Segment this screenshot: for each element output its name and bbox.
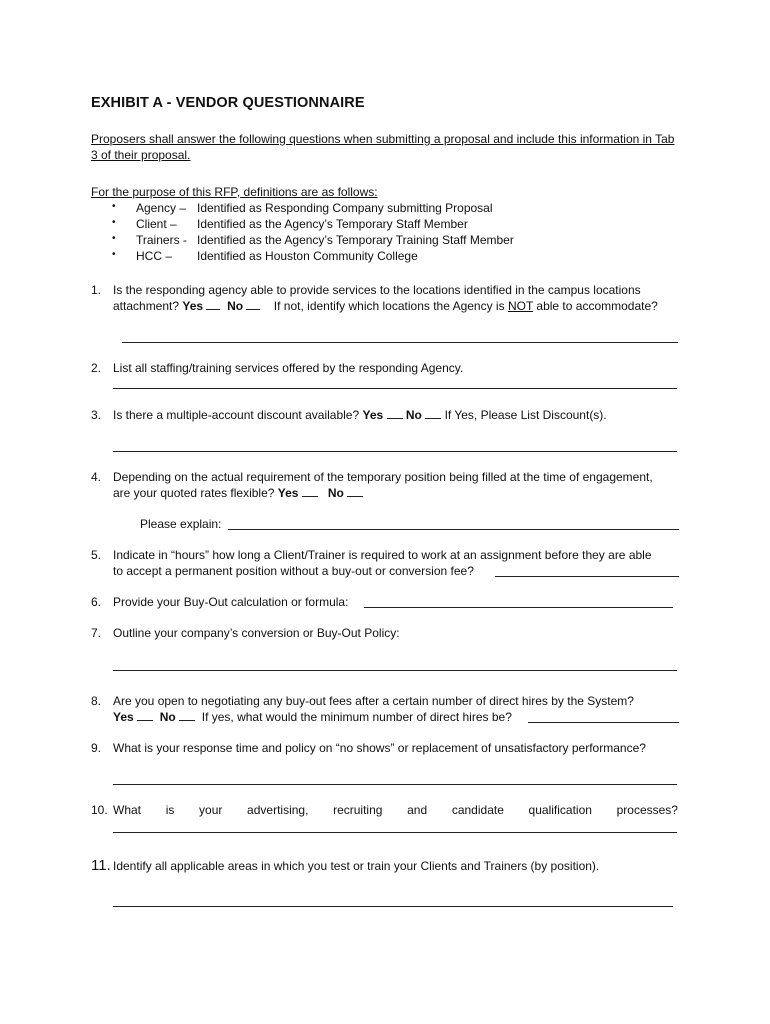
question-number: 11. [91,857,111,874]
question-number: 10. [91,803,108,817]
question-number: 5. [91,548,102,562]
answer-line[interactable] [113,832,677,833]
question-3 [0,408,770,428]
bullet-icon: • [112,233,116,244]
explain-label: Please explain: [140,517,222,531]
question-text: Yes No If yes, what would the minimum number of direct hires be? [113,710,512,724]
yes-blank[interactable] [302,486,318,497]
question-text: What is your advertising, recruiting and candidate qualification processes? [113,803,678,817]
no-blank[interactable] [347,486,363,497]
question-10 [0,803,770,823]
question-number: 4. [91,470,102,484]
question-8-answer-row [0,710,770,730]
yes-blank[interactable] [137,710,153,721]
bullet-icon: • [112,217,116,228]
yes-label: Yes [113,710,134,724]
question-text: are your quoted rates flexible? Yes No [113,486,363,500]
question-number: 3. [91,408,102,422]
question-5-line-2 [0,564,770,584]
question-number: 1. [91,283,102,297]
yes-label: Yes [362,408,384,422]
answer-line[interactable] [528,722,679,723]
question-text: to accept a permanent position without a buy-out or conversion fee? [113,564,474,578]
question-text: Provide your Buy-Out calculation or formula: [113,595,349,609]
question-text: Is there a multiple-account discount available? Yes No If Yes, Please List Discount(s). [113,408,607,422]
question-1-answer-row [0,299,770,319]
question-number: 8. [91,694,102,708]
definition-term: HCC – [136,249,173,263]
question-4-explain [0,517,770,537]
definition-term: Client – [136,217,177,231]
question-text: Outline your company’s conversion or Buy-Out Policy: [113,626,400,640]
no-label: No [327,486,344,500]
definition-text: Identified as Houston Community College [197,249,418,263]
answer-line[interactable] [113,906,673,907]
definition-text: Identified as Responding Company submitting Proposal [197,201,493,215]
definition-text: Identified as the Agency’s Temporary Training Staff Member [197,233,514,247]
answer-line[interactable] [113,388,677,389]
intro-text: Proposers shall answer the following questions when submitting a proposal and include this information in Tab 3 of their proposal. [91,132,675,162]
answer-line[interactable] [495,576,679,577]
no-blank[interactable] [179,710,195,721]
question-number: 7. [91,626,102,640]
no-label: No [227,299,244,313]
no-blank[interactable] [246,299,260,310]
yes-label: Yes [182,299,204,313]
explain-line[interactable] [228,529,679,530]
question-text: List all staffing/training services offered by the responding Agency. [113,361,464,375]
page-title: EXHIBIT A - VENDOR QUESTIONNAIRE [91,95,365,111]
not-emphasis: NOT [507,299,534,313]
question-number: 6. [91,595,102,609]
yes-label: Yes [277,486,299,500]
question-6 [0,595,770,615]
answer-line[interactable] [122,342,678,343]
question-7 [0,626,770,646]
question-9 [0,741,770,761]
question-text: Is the responding agency able to provide services to the locations identified in the campus locations [113,283,641,297]
question-number: 2. [91,361,102,375]
yes-blank[interactable] [387,408,403,419]
definition-text: Identified as the Agency’s Temporary Staff Member [197,217,468,231]
question-text: Depending on the actual requirement of the temporary position being filled at the time of engagement, [113,470,653,484]
bullet-icon: • [112,249,116,260]
question-4-answer-row [0,486,770,506]
answer-line[interactable] [364,607,673,608]
no-blank[interactable] [425,408,441,419]
definition-term: Agency – [136,201,187,215]
bullet-icon: • [112,201,116,212]
question-text: Indicate in “hours” how long a Client/Trainer is required to work at an assignment before they are able [113,548,652,562]
question-text: Identify all applicable areas in which you test or train your Clients and Trainers (by position). [113,859,600,873]
answer-line[interactable] [113,784,677,785]
definition-item [0,249,770,269]
question-number: 9. [91,741,102,755]
no-label: No [159,710,176,724]
question-text: Are you open to negotiating any buy-out fees after a certain number of direct hires by the System? [113,694,634,708]
question-11 [0,859,770,879]
answer-line[interactable] [113,670,677,671]
question-text: attachment? Yes No If not, identify which locations the Agency is NOT able to accommodate? [113,299,658,313]
no-label: No [405,408,422,422]
answer-line[interactable] [113,451,677,452]
question-2 [0,361,770,381]
yes-blank[interactable] [206,299,220,310]
definitions-lead: For the purpose of this RFP, definitions are as follows: [91,185,378,199]
definition-term: Trainers - [136,233,187,247]
question-text: What is your response time and policy on “no shows” or replacement of unsatisfactory performance? [113,741,646,755]
